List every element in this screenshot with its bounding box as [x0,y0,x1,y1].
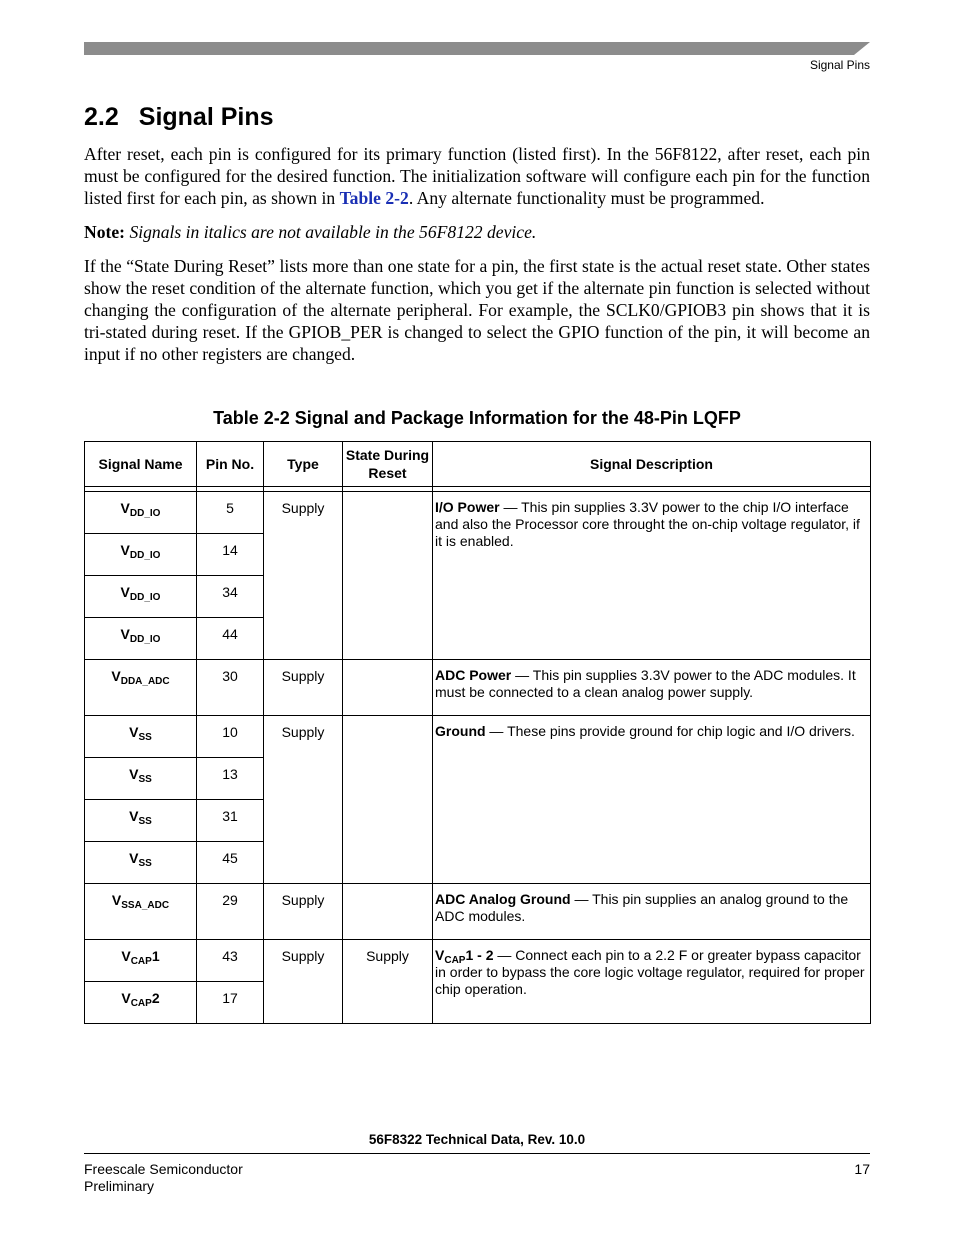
pin-number: 30 [197,660,264,716]
signal-type: Supply [264,716,343,884]
state-during-reset [343,492,433,660]
table-row [85,660,871,716]
intro-paragraph [84,143,870,209]
pin-number: 14 [197,534,264,576]
header-signal-name: Signal Name [85,442,197,487]
state-during-reset [343,884,433,940]
signal-type: Supply [264,940,343,1024]
pin-number: 29 [197,884,264,940]
signal-name: $V_{SS}$ [85,842,197,884]
note-label: Note: [84,222,126,242]
pin-number: 34 [197,576,264,618]
signal-name: $V_{SSA\_ADC}$ [85,884,197,940]
signal-table [84,441,871,1024]
pin-number: 10 [197,716,264,758]
section-heading [84,103,274,132]
intro-text: After reset, each pin is configured for its primary function (listed first). In the 56F8122, after reset, each pin must be configured for the desired function. The initialization software will configure each pin for the function listed first for each pin, as shown in [84,144,870,208]
note-text: Signals in italics are not available in the 56F8122 device. [129,222,537,242]
note-paragraph [84,221,870,243]
signal-name: $V_{SS}$ [85,800,197,842]
pin-number: 43 [197,940,264,982]
state-during-reset [343,660,433,716]
footer-company: Freescale Semiconductor [84,1161,243,1177]
signal-description: I/O Power — This pin supplies 3.3V power to the chip I/O interface and also the Processor core throught the on-chip voltage regulator, if it is enabled. [433,492,871,660]
header-state-line1: State During [345,447,430,463]
pin-number: 44 [197,618,264,660]
reset-state-paragraph: If the “State During Reset” lists more than one state for a pin, the first state is the actual reset state. Other states show the reset condition of the alternate function, which you get if the alternate pin function is selected without changing the configuration of the alternate peripheral. For example, the SCLK0/GPIOB3 pin shows that it is tri-stated during reset. If the GPIOB_PER is changed to select the GPIO function of the pin, it will become an input if no other registers are changed. [84,256,870,364]
pin-number: 31 [197,800,264,842]
footer-status: Preliminary [84,1178,155,1194]
signal-name: $V_{DD\_IO}$ [85,618,197,660]
table-header-row [85,442,871,487]
signal-name: $V_{DD\_IO}$ [85,534,197,576]
header-bar [84,42,870,55]
pin-number: 45 [197,842,264,884]
state-during-reset [343,716,433,884]
state-during-reset: Supply [343,940,433,1024]
table-row [85,716,871,758]
header-state-line2: Reset [368,465,407,481]
signal-type: Supply [264,492,343,660]
signal-description: $V_{CAP}1 - 2$ — Connect each pin to a 2.2 F or greater bypass capacitor in order to bypass the core logic voltage regulator, required for proper chip operation. [433,940,871,1024]
signal-description: ADC Power — This pin supplies 3.3V power to the ADC modules. It must be connected to a clean analog power supply. [433,660,871,716]
table-link[interactable]: Table 2-2 [339,188,409,208]
intro-text-end: . Any alternate functionality must be programmed. [408,188,765,208]
section-title: Signal Pins [138,103,274,131]
table-row [85,884,871,940]
header-pin-no: Pin No. [197,442,264,487]
pin-number: 13 [197,758,264,800]
header-type: Type [264,442,343,487]
signal-name: $V_{CAP}2$ [85,982,197,1024]
footer-rule [84,1153,870,1154]
signal-type: Supply [264,660,343,716]
header-state-during-reset [343,442,433,487]
section-number: 2.2 [84,103,119,131]
header-signal-description: Signal Description [433,442,871,487]
signal-name: $V_{CAP}1$ [85,940,197,982]
table-row [85,940,871,982]
signal-name: $V_{SS}$ [85,758,197,800]
footer-doc-title: 56F8322 Technical Data, Rev. 10.0 [368,1132,586,1147]
signal-description: ADC Analog Ground — This pin supplies an analog ground to the ADC modules. [433,884,871,940]
table-caption: Table 2-2 Signal and Package Information for the 48-Pin LQFP [213,408,741,428]
running-title: Signal Pins [809,58,870,72]
pin-number: 17 [197,982,264,1024]
table-row [85,492,871,534]
signal-name: $V_{DD\_IO}$ [85,492,197,534]
footer-company-block [84,1161,243,1195]
signal-description: Ground — These pins provide ground for chip logic and I/O drivers. [433,716,871,884]
pin-number: 5 [197,492,264,534]
page-number: 17 [854,1161,870,1177]
signal-name: $V_{DDA\_ADC}$ [85,660,197,716]
signal-name: $V_{DD\_IO}$ [85,576,197,618]
signal-type: Supply [264,884,343,940]
signal-name: $V_{SS}$ [85,716,197,758]
